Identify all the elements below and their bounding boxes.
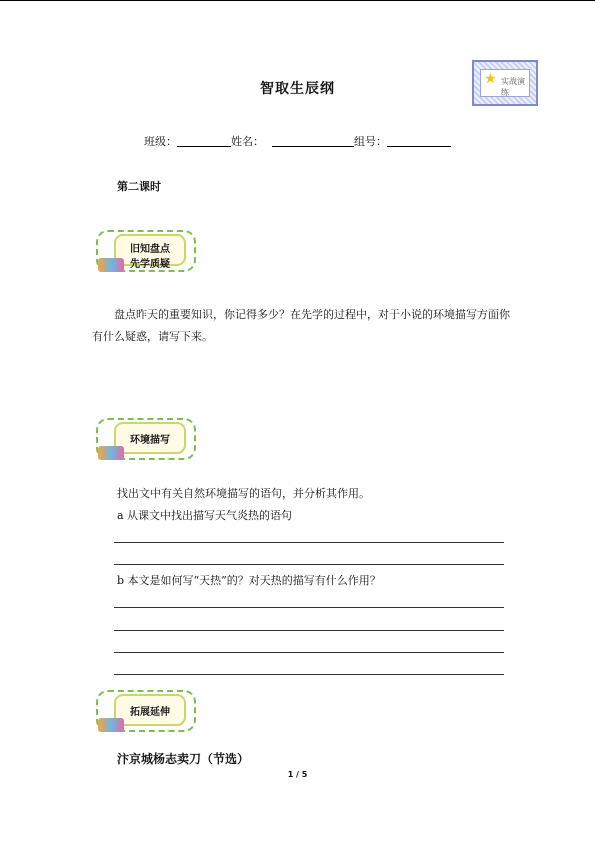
book-decoration-icon	[98, 718, 124, 732]
answer-line[interactable]	[114, 630, 504, 631]
banner-review-line2: 先学质疑	[130, 259, 170, 270]
book-decoration-icon	[98, 446, 124, 460]
group-label: 组号：	[354, 135, 387, 148]
answer-line[interactable]	[114, 564, 504, 565]
group-blank[interactable]	[387, 135, 451, 147]
student-info-line	[0, 133, 595, 149]
practice-stamp	[472, 60, 538, 106]
stamp-frame	[480, 69, 530, 97]
banner-extension	[92, 688, 198, 734]
star-icon: ★	[484, 71, 497, 87]
page-title: 智取生辰纲	[260, 81, 335, 97]
lesson-heading: 第二课时	[117, 180, 161, 193]
banner-extension-label: 拓展延伸	[130, 707, 170, 718]
answer-line[interactable]	[114, 674, 504, 675]
page-number: 1 / 5	[287, 770, 308, 779]
stamp-text: 实战演练	[501, 77, 525, 97]
answer-line[interactable]	[114, 652, 504, 653]
banner-review	[92, 228, 198, 274]
answer-line[interactable]	[114, 607, 504, 608]
banner-environment-label: 环境描写	[130, 435, 170, 446]
environment-intro: 找出文中有关自然环境描写的语句，并分析其作用。	[117, 487, 370, 500]
answer-line[interactable]	[114, 542, 504, 543]
page-top-border	[0, 0, 595, 1]
reading-subtitle: 汴京城杨志卖刀（节选）	[117, 752, 250, 766]
question-b: b 本文是如何写“天热”的？对天热的描写有什么作用？	[117, 574, 381, 587]
banner-review-line1: 旧知盘点	[130, 244, 170, 255]
name-label: 姓名：	[231, 135, 264, 148]
class-label: 班级：	[144, 135, 177, 148]
review-paragraph: 盘点昨天的重要知识，你记得多少？在先学的过程中，对于小说的环境描写方面你有什么疑惑，请写下来。	[92, 308, 510, 343]
question-a: a 从课文中找出描写天气炎热的语句	[117, 509, 293, 522]
class-blank[interactable]	[177, 135, 231, 147]
name-blank[interactable]	[272, 135, 354, 147]
banner-environment	[92, 416, 198, 462]
